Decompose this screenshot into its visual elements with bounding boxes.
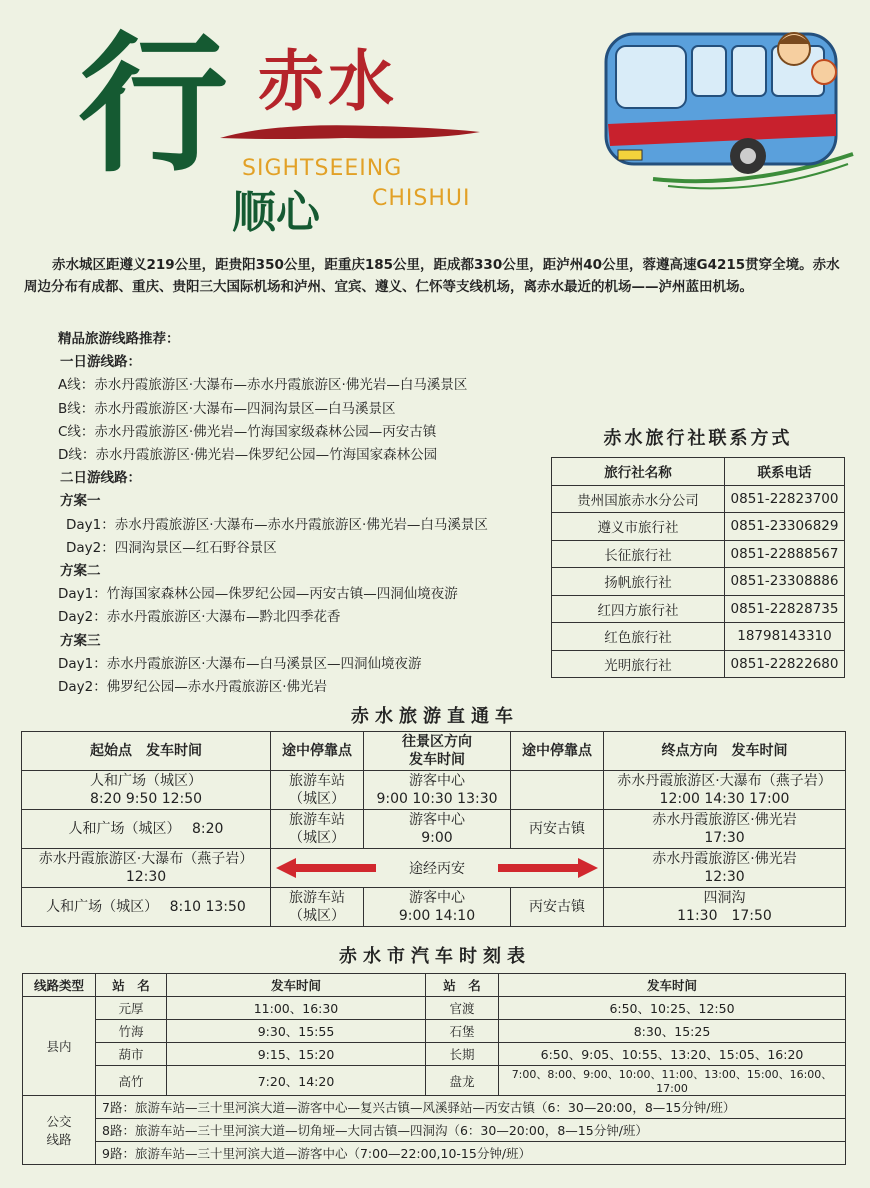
plan3-day1: Day1：赤水丹霞旅游区·大瀑布—白马溪景区—四洞仙境夜游 — [58, 655, 422, 672]
table-row — [552, 540, 845, 568]
table-row — [552, 568, 845, 596]
direct-via-label: 途经丙安 — [409, 861, 465, 877]
table-row — [23, 1096, 846, 1119]
table-row — [23, 1043, 846, 1066]
logo-character-xing: 行 — [78, 17, 229, 193]
direct-header-row — [22, 732, 846, 771]
bus-line-7: 7路：旅游车站—三十里河滨大道—游客中心—复兴古镇—风溪驿站—丙安古镇（6：30—20:00，8—15分钟/班） — [96, 1096, 846, 1119]
direct-r4-stop1: 旅游车站 （城区） — [271, 888, 364, 927]
sched-r1-s2: 官渡 — [426, 997, 499, 1020]
direct-r4-end: 四洞沟 11:30 17:50 — [604, 888, 846, 927]
agency-col-phone: 联系电话 — [725, 458, 845, 486]
sched-r2-t1: 9:30、15:55 — [167, 1020, 426, 1043]
sched-r3-s1: 葫市 — [96, 1043, 167, 1066]
table-row — [552, 595, 845, 623]
direct-r1-mid: 游客中心 9:00 10:30 13:30 — [364, 771, 511, 810]
double-arrow-icon — [272, 850, 602, 886]
direct-col-start: 起始点 发车时间 — [22, 732, 271, 771]
plan1-name: 方案一 — [60, 493, 101, 510]
direct-r3-start: 赤水丹霞旅游区·大瀑布（燕子岩） 12:30 — [22, 849, 271, 888]
agency-title: 赤水旅行社联系方式 — [603, 428, 793, 449]
route-a: A线：赤水丹霞旅游区·大瀑布—赤水丹霞旅游区·佛光岩—白马溪景区 — [58, 377, 468, 394]
table-row — [552, 650, 845, 678]
sched-r4-t1: 7:20、14:20 — [167, 1066, 426, 1096]
sched-r3-s2: 长期 — [426, 1043, 499, 1066]
plan1-day1: Day1：赤水丹霞旅游区·大瀑布—赤水丹霞旅游区·佛光岩—白马溪景区 — [66, 516, 488, 533]
plan2-day2: Day2：赤水丹霞旅游区·大瀑布—黔北四季花香 — [58, 609, 341, 626]
sched-r2-s2: 石堡 — [426, 1020, 499, 1043]
agency-phone: 18798143310 — [725, 623, 845, 651]
bus-line-9: 9路：旅游车站—三十里河滨大道—游客中心（7:00—22:00,10-15分钟/班） — [96, 1142, 846, 1165]
direct-r1-stop2 — [511, 771, 604, 810]
table-row — [22, 888, 846, 927]
table-row — [552, 623, 845, 651]
direct-r2-start: 人和广场（城区） 8:20 — [22, 810, 271, 849]
table-row — [23, 997, 846, 1020]
agency-name: 光明旅行社 — [552, 650, 725, 678]
sched-col-time1: 发车时间 — [167, 974, 426, 997]
table-row — [23, 1119, 846, 1142]
agency-header-row — [552, 458, 845, 486]
direct-r2-stop2: 丙安古镇 — [511, 810, 604, 849]
sched-col-station2: 站 名 — [426, 974, 499, 997]
routes-heading: 精品旅游线路推荐： — [58, 331, 180, 347]
direct-r1-start: 人和广场（城区） 8:20 9:50 12:50 — [22, 771, 271, 810]
schedule-header-row — [23, 974, 846, 997]
agency-name: 贵州国旅赤水分公司 — [552, 485, 725, 513]
plan2-name: 方案二 — [60, 563, 101, 580]
agency-phone: 0851-22888567 — [725, 540, 845, 568]
sched-col-time2: 发车时间 — [499, 974, 846, 997]
table-row — [552, 513, 845, 541]
direct-col-end: 终点方向 发车时间 — [604, 732, 846, 771]
direct-r4-start: 人和广场（城区） 8:10 13:50 — [22, 888, 271, 927]
direct-bus-title: 赤水旅游直通车 — [351, 706, 519, 727]
direct-r3-via — [271, 849, 604, 888]
sched-r3-t1: 9:15、15:20 — [167, 1043, 426, 1066]
table-row — [22, 810, 846, 849]
sched-r1-t2: 6:50、10:25、12:50 — [499, 997, 846, 1020]
intro-paragraph — [24, 254, 850, 298]
direct-r2-mid: 游客中心 9:00 — [364, 810, 511, 849]
sched-r2-t2: 8:30、15:25 — [499, 1020, 846, 1043]
sched-r4-s2: 盘龙 — [426, 1066, 499, 1096]
direct-r1-end: 赤水丹霞旅游区·大瀑布（燕子岩） 12:00 14:30 17:00 — [604, 771, 846, 810]
logo-shunxin: 顺心 — [232, 187, 320, 238]
plan1-day2: Day2：四洞沟景区—红石野谷景区 — [66, 539, 277, 556]
logo-sightseeing: SIGHTSEEING — [242, 156, 403, 181]
direct-r1-stop1: 旅游车站 （城区） — [271, 771, 364, 810]
direct-col-mid: 往景区方向 发车时间 — [364, 732, 511, 771]
direct-col-stop1: 途中停靠点 — [271, 732, 364, 771]
sched-county-label: 县内 — [23, 997, 96, 1096]
direct-r2-stop1: 旅游车站 （城区） — [271, 810, 364, 849]
routes-section — [58, 328, 548, 699]
table-row — [23, 1020, 846, 1043]
agency-table — [551, 457, 845, 678]
logo-chishui-en: CHISHUI — [372, 186, 471, 211]
agency-phone: 0851-23308886 — [725, 568, 845, 596]
direct-r2-end: 赤水丹霞旅游区·佛光岩 17:30 — [604, 810, 846, 849]
agency-name: 长征旅行社 — [552, 540, 725, 568]
agency-phone: 0851-22828735 — [725, 595, 845, 623]
sched-r2-s1: 竹海 — [96, 1020, 167, 1043]
schedule-title: 赤水市汽车时刻表 — [339, 946, 531, 967]
red-brush-stroke — [215, 118, 485, 148]
sched-r3-t2: 6:50、9:05、10:55、13:20、15:05、16:20 — [499, 1043, 846, 1066]
agency-name: 扬帆旅行社 — [552, 568, 725, 596]
table-row — [22, 849, 846, 888]
schedule-table — [22, 973, 846, 1165]
route-c: C线：赤水丹霞旅游区·佛光岩—竹海国家级森林公园—丙安古镇 — [58, 423, 437, 440]
agency-phone: 0851-22823700 — [725, 485, 845, 513]
direct-r3-end: 赤水丹霞旅游区·佛光岩 12:30 — [604, 849, 846, 888]
plan3-day2: Day2：佛罗纪公园—赤水丹霞旅游区·佛光岩 — [58, 679, 328, 696]
table-row — [23, 1066, 846, 1096]
plan3-name: 方案三 — [60, 632, 101, 649]
agency-phone: 0851-23306829 — [725, 513, 845, 541]
direct-col-stop2: 途中停靠点 — [511, 732, 604, 771]
sched-r1-s1: 元厚 — [96, 997, 167, 1020]
direct-bus-table — [21, 731, 846, 927]
day2-heading: 二日游线路： — [60, 470, 141, 487]
route-d: D线：赤水丹霞旅游区·佛光岩—侏罗纪公园—竹海国家森林公园 — [58, 447, 438, 464]
plan2-day1: Day1：竹海国家森林公园—侏罗纪公园—丙安古镇—四洞仙境夜游 — [58, 586, 458, 603]
sched-bus-label: 公交 线路 — [23, 1096, 96, 1165]
logo-chishui: 赤水 — [258, 42, 398, 120]
sched-r1-t1: 11:00、16:30 — [167, 997, 426, 1020]
day1-heading: 一日游线路： — [60, 354, 141, 371]
direct-r4-mid: 游客中心 9:00 14:10 — [364, 888, 511, 927]
direct-r4-stop2: 丙安古镇 — [511, 888, 604, 927]
bus-line-8: 8路：旅游车站—三十里河滨大道—切角垭—大同古镇—四洞沟（6：30—20:00，8—15分钟/班） — [96, 1119, 846, 1142]
agency-name: 红色旅行社 — [552, 623, 725, 651]
agency-phone: 0851-22822680 — [725, 650, 845, 678]
sched-col-type: 线路类型 — [23, 974, 96, 997]
bus-illustration-icon — [598, 14, 860, 194]
route-b: B线：赤水丹霞旅游区·大瀑布—四洞沟景区—白马溪景区 — [58, 400, 396, 417]
agency-col-name: 旅行社名称 — [552, 458, 725, 486]
table-row — [23, 1142, 846, 1165]
sched-r4-t2: 7:00、8:00、9:00、10:00、11:00、13:00、15:00、16:00、17:00 — [499, 1066, 846, 1096]
sched-col-station1: 站 名 — [96, 974, 167, 997]
sched-r4-s1: 高竹 — [96, 1066, 167, 1096]
table-row — [552, 485, 845, 513]
table-row — [22, 771, 846, 810]
intro-text: 赤水城区距遵义219公里，距贵阳350公里，距重庆185公里，距成都330公里，距泸州40公里，蓉遵高速G4215贯穿全境。赤水周边分布有成都、重庆、贵阳三大国际机场和泸州、宜宾、遵义、仁怀等支线机场，离赤水最近的机场——泸州蓝田机场。 — [24, 257, 840, 295]
agency-name: 红四方旅行社 — [552, 595, 725, 623]
agency-name: 遵义市旅行社 — [552, 513, 725, 541]
